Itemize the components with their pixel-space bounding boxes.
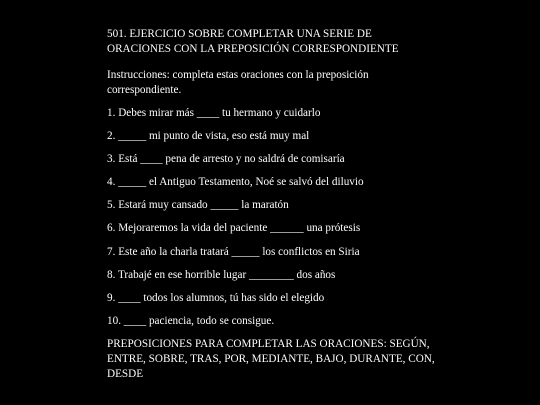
prepositions-list: PREPOSICIONES PARA COMPLETAR LAS ORACIONES: SEGÚN, ENTRE, SOBRE, TRAS, POR, MEDIANTE, BAJO, DURANTE, CON, DESDE: [107, 337, 435, 380]
exercise-item-8: 8. Trabajé en ese horrible lugar ________ dos años: [107, 268, 336, 281]
exercise-list: [107, 106, 437, 329]
instructions-text: Instrucciones: completa estas oraciones con la preposición correspondiente.: [107, 69, 369, 96]
document-page: [107, 27, 437, 382]
exercise-item-1: 1. Debes mirar más ____ tu hermano y cuidarlo: [107, 107, 321, 119]
exercise-item-3: 3. Está ____ pena de arresto y no saldrá de comisaría: [107, 153, 345, 166]
exercise-item-4: 4. _____ el Antiguo Testamento, Noé se salvó del diluvio: [107, 176, 364, 189]
exercise-item-2: 2. _____ mi punto de vista, eso está muy mal: [107, 130, 310, 143]
exercise-item-9: 9. ____ todos los alumnos, tú has sido el elegido: [107, 291, 325, 304]
exercise-title: 501. EJERCICIO SOBRE COMPLETAR UNA SERIE DE ORACIONES CON LA PREPOSICIÓN CORRESPONDIENTE: [107, 28, 399, 55]
exercise-item-7: 7. Este año la charla tratará _____ los conflictos en Siria: [107, 245, 360, 258]
exercise-item-10: 10. ____ paciencia, todo se consigue.: [107, 314, 275, 327]
exercise-item-6: 6. Mejoraremos la vida del paciente ______ una prótesis: [107, 222, 361, 235]
exercise-item-5: 5. Estará muy cansado _____ la maratón: [107, 199, 289, 212]
